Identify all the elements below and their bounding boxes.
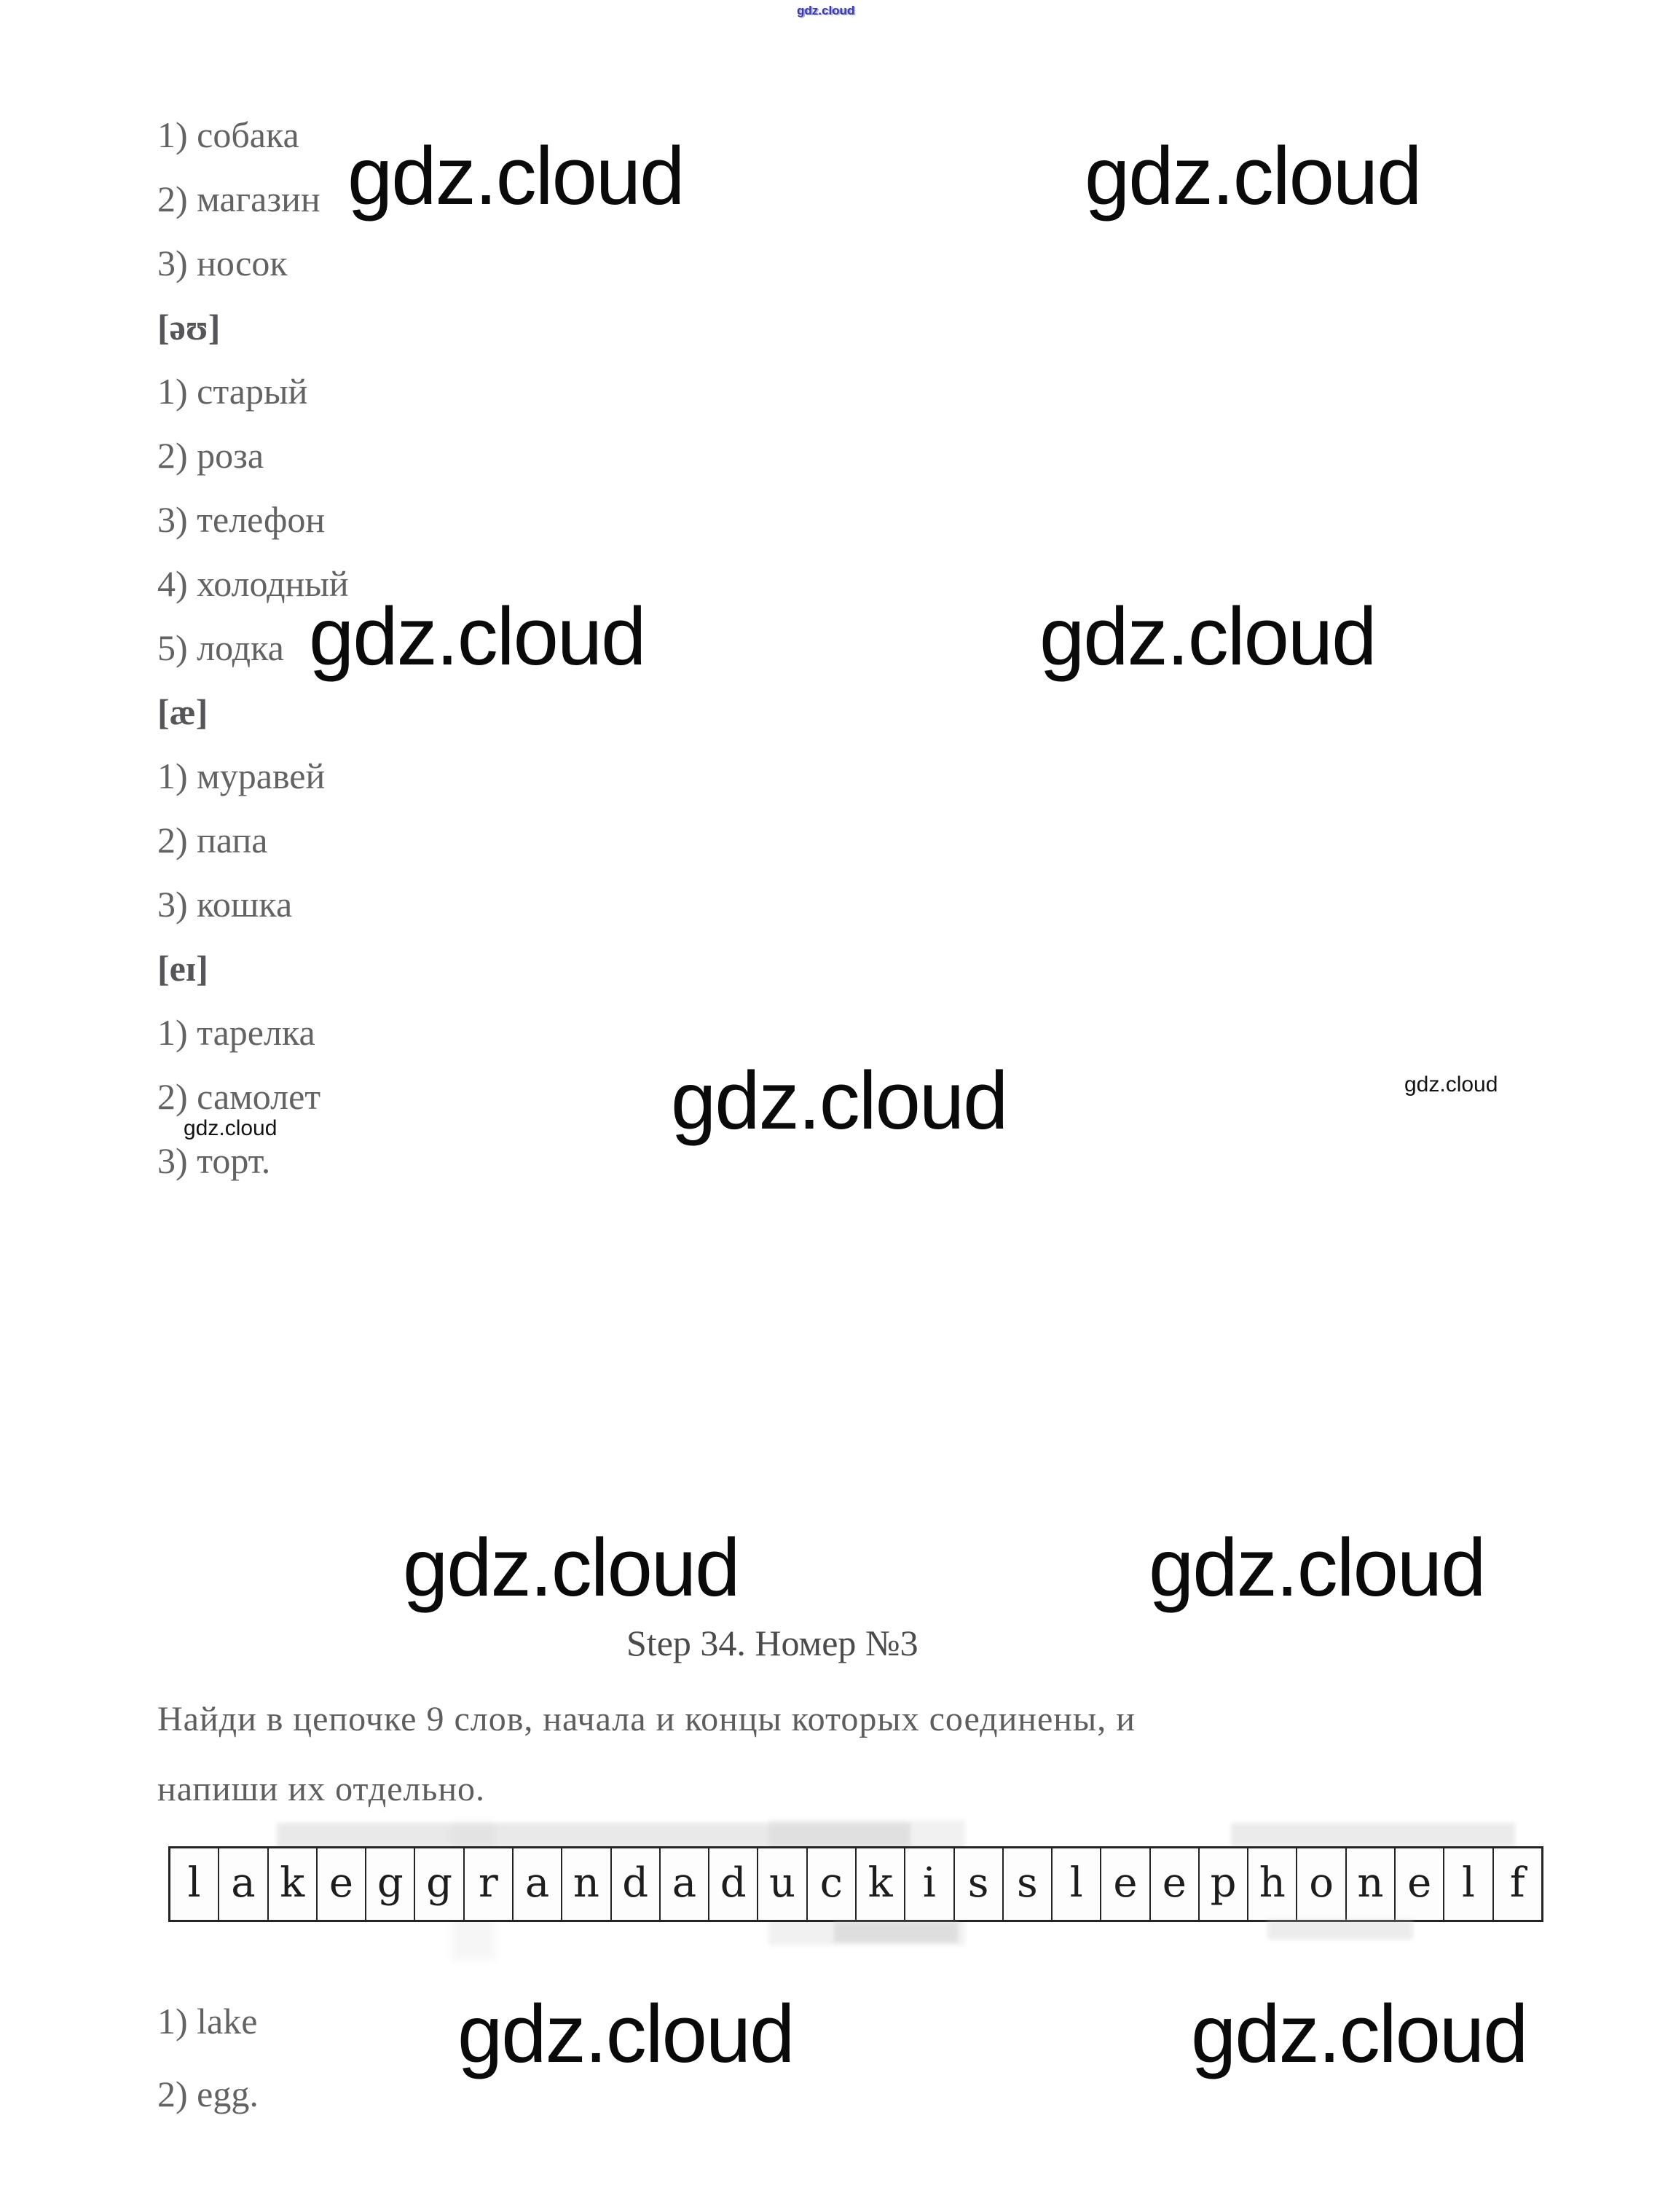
watermark-gdz-large: gdz.cloud bbox=[1039, 591, 1376, 682]
chain-letter-cell: d bbox=[610, 1848, 659, 1920]
chain-letter-cell: l bbox=[1443, 1848, 1492, 1920]
chain-letter-cell: f bbox=[1492, 1848, 1541, 1920]
word-list-item: 3) кошка bbox=[157, 884, 293, 925]
word-list-item: 2) папа bbox=[157, 820, 268, 860]
word-list-item: 1) тарелка bbox=[157, 1012, 315, 1053]
watermark-gdz-small: gdz.cloud bbox=[184, 1116, 278, 1140]
chain-letter-cell: e bbox=[1100, 1848, 1149, 1920]
sound-label-ou: [əʊ] bbox=[157, 307, 221, 348]
chain-letter-cell: s bbox=[1002, 1848, 1051, 1920]
word-list-item: 2) самолет bbox=[157, 1076, 321, 1117]
chain-letter-cell: e bbox=[1394, 1848, 1443, 1920]
chain-letter-cell: k bbox=[267, 1848, 316, 1920]
watermark-gdz-large: gdz.cloud bbox=[1149, 1522, 1485, 1613]
watermark-gdz-large: gdz.cloud bbox=[309, 591, 645, 682]
word-list-item: 3) торт. bbox=[157, 1140, 271, 1181]
chain-letter-cell: k bbox=[855, 1848, 904, 1920]
word-list-item: 1) старый bbox=[157, 371, 308, 412]
watermark-gdz-large: gdz.cloud bbox=[347, 130, 684, 221]
chain-letter-cell: o bbox=[1296, 1848, 1345, 1920]
task-text-line-2: напиши их отдельно. bbox=[157, 1770, 486, 1808]
watermark-gdz-large: gdz.cloud bbox=[1085, 130, 1421, 221]
chain-letter-cell: u bbox=[757, 1848, 806, 1920]
answer-item: 1) lake bbox=[157, 2001, 258, 2042]
word-list-item: 2) роза bbox=[157, 435, 264, 476]
chain-letter-cell: e bbox=[316, 1848, 365, 1920]
chain-letter-cell: d bbox=[708, 1848, 757, 1920]
watermark-gdz-large: gdz.cloud bbox=[1191, 1988, 1527, 2079]
chain-letter-cell: n bbox=[1345, 1848, 1394, 1920]
answer-item: 2) egg. bbox=[157, 2074, 259, 2114]
chain-letter-cell: l bbox=[187, 1859, 201, 1907]
watermark-gdz-large: gdz.cloud bbox=[671, 1055, 1007, 1146]
chain-letter-cell: h bbox=[1247, 1848, 1296, 1920]
sound-label-ae: [æ] bbox=[157, 691, 208, 732]
task-description bbox=[157, 1685, 1136, 1824]
chain-letter-cell: n bbox=[561, 1848, 610, 1920]
chain-letter-cell: e bbox=[1149, 1848, 1198, 1920]
chain-letter-cell: c bbox=[806, 1848, 855, 1920]
watermark-gdz-top: gdz.cloud bbox=[797, 4, 855, 17]
page-title: Step 34. Номер №3 bbox=[626, 1623, 918, 1663]
chain-letter-cell: g bbox=[414, 1848, 463, 1920]
letter-chain bbox=[168, 1846, 1543, 1922]
chain-letter-cell: s bbox=[953, 1848, 1002, 1920]
chain-letter-cell: a bbox=[659, 1848, 708, 1920]
chain-letter-cell: a bbox=[512, 1848, 561, 1920]
word-list-item: 3) носок bbox=[157, 243, 288, 283]
sound-label-ei: [eɪ] bbox=[157, 948, 208, 989]
word-list-item: 1) собака bbox=[157, 114, 299, 155]
word-list-item: 1) муравей bbox=[157, 756, 326, 796]
watermark-gdz-large: gdz.cloud bbox=[403, 1522, 739, 1613]
watermark-gdz-large: gdz.cloud bbox=[457, 1988, 794, 2079]
chain-letter-cell: l bbox=[1051, 1848, 1100, 1920]
word-list-item: 2) магазин bbox=[157, 179, 320, 219]
chain-letter-cell: i bbox=[904, 1848, 953, 1920]
scan-artifact bbox=[1267, 1919, 1413, 1940]
chain-letter-cell: g bbox=[365, 1848, 414, 1920]
watermark-gdz-small: gdz.cloud bbox=[1404, 1072, 1498, 1097]
scan-artifact bbox=[834, 1922, 958, 1942]
scan-artifact bbox=[1231, 1823, 1515, 1846]
word-list-item: 4) холодный bbox=[157, 563, 349, 604]
task-text-line-1: Найди в цепочке 9 слов, начала и концы которых соединены, и bbox=[157, 1700, 1136, 1738]
word-list-item: 5) лодка bbox=[157, 627, 284, 668]
word-list-item: 3) телефон bbox=[157, 499, 326, 540]
chain-letter-cell: a bbox=[218, 1848, 267, 1920]
chain-letter-cell: p bbox=[1198, 1848, 1247, 1920]
chain-letter-cell: r bbox=[463, 1848, 512, 1920]
